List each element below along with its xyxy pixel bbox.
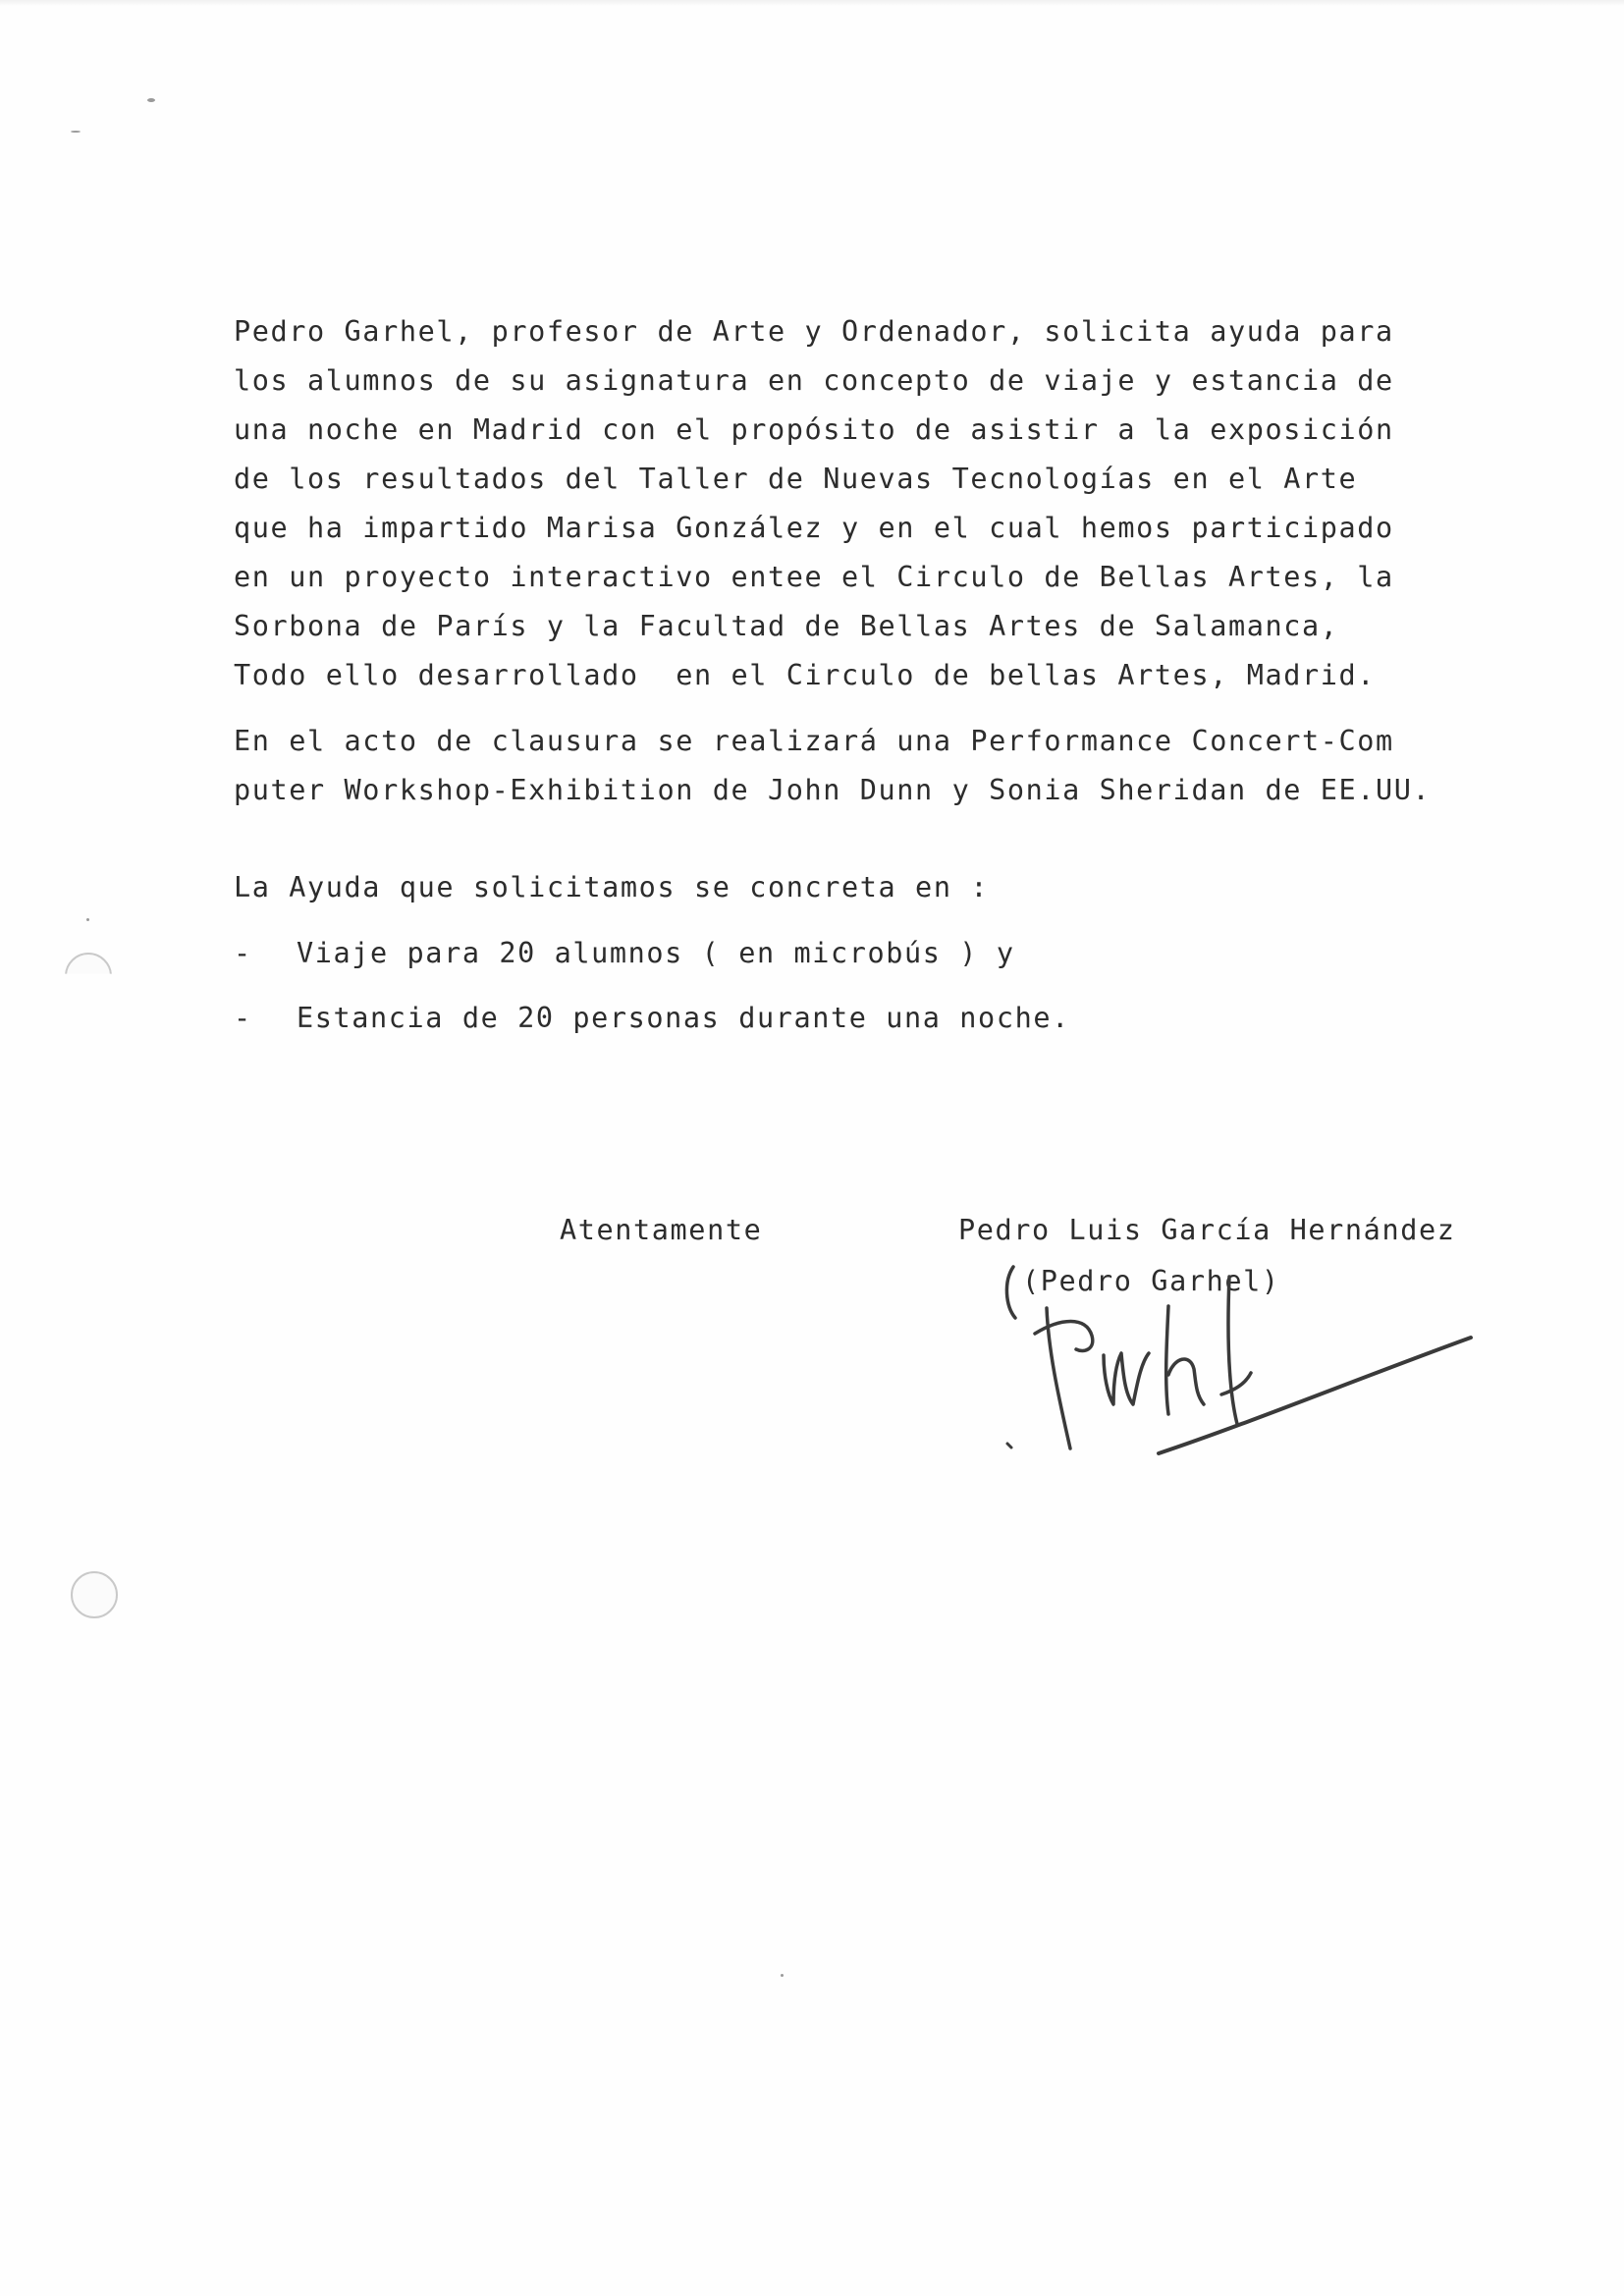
paragraph-2-line-2: puter Workshop-Exhibition de John Dunn y Sonia Sheridan de EE.UU. bbox=[234, 774, 1432, 806]
ink-speck bbox=[71, 131, 81, 133]
paragraph-1-line-7: Sorbona de París y la Facultad de Bellas Artes de Salamanca, bbox=[234, 610, 1339, 642]
request-item-1-dash: - bbox=[234, 937, 252, 969]
request-intro: La Ayuda que solicitamos se concreta en : bbox=[234, 871, 990, 903]
paragraph-1-line-1: Pedro Garhel, profesor de Arte y Ordenador, solicita ayuda para bbox=[234, 315, 1394, 348]
signer-name: Pedro Luis García Hernández bbox=[958, 1214, 1456, 1246]
handwritten-signature bbox=[1001, 1247, 1492, 1483]
ink-speck bbox=[86, 918, 89, 921]
ink-speck bbox=[147, 98, 155, 102]
closing: Atentamente bbox=[560, 1214, 763, 1246]
ink-speck bbox=[781, 1974, 784, 1977]
paragraph-1-line-3: una noche en Madrid con el propósito de asistir a la exposición bbox=[234, 413, 1394, 446]
request-item-2-dash: - bbox=[234, 1002, 252, 1034]
paper-top-edge bbox=[0, 0, 1624, 6]
paragraph-1-line-4: de los resultados del Taller de Nuevas Tecnologías en el Arte bbox=[234, 463, 1358, 495]
paragraph-1-line-2: los alumnos de su asignatura en concepto de viaje y estancia de bbox=[234, 364, 1394, 397]
signer-alias: (Pedro Garhel) bbox=[1022, 1265, 1280, 1297]
punch-hole-upper bbox=[65, 953, 112, 1000]
paragraph-1-line-8: Todo ello desarrollado en el Circulo de bellas Artes, Madrid. bbox=[234, 659, 1377, 691]
request-item-1-text: Viaje para 20 alumnos ( en microbús ) y bbox=[297, 937, 1015, 969]
paragraph-1-line-5: que ha impartido Marisa González y en el cual hemos participado bbox=[234, 512, 1394, 544]
punch-hole-lower bbox=[71, 1571, 118, 1618]
paragraph-2-line-1: En el acto de clausura se realizará una Performance Concert-Com bbox=[234, 725, 1394, 757]
paragraph-1-line-6: en un proyecto interactivo entee el Circulo de Bellas Artes, la bbox=[234, 561, 1394, 593]
request-item-2-text: Estancia de 20 personas durante una noche. bbox=[297, 1002, 1070, 1034]
